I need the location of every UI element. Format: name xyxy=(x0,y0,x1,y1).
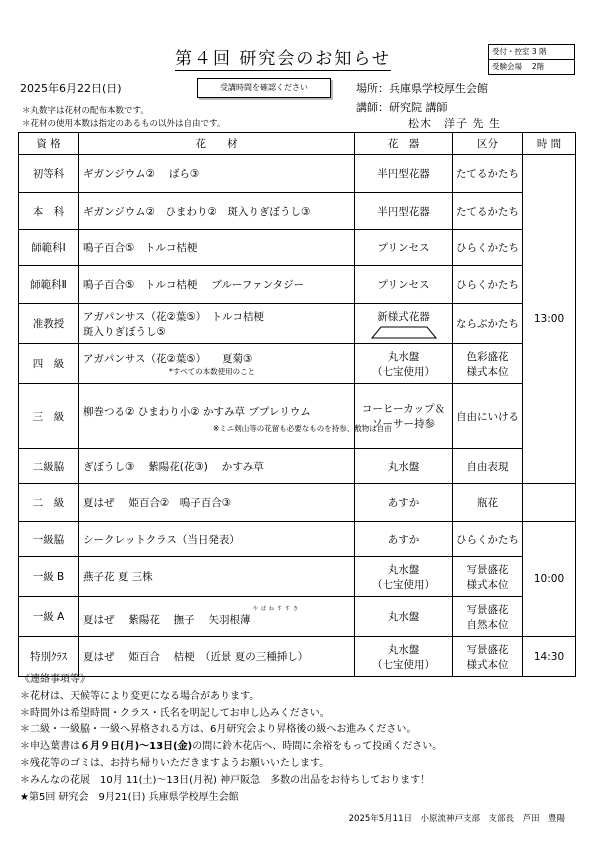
materials-cell: 夏はぜ 姫百合 桔梗 （近景 夏の三種挿し） xyxy=(79,637,355,677)
materials-cell xyxy=(79,344,355,384)
apply-dates: ６月９日(月)～13日(金) xyxy=(80,741,193,753)
category-cell xyxy=(453,344,523,384)
vase-cell xyxy=(355,304,453,344)
note-quantity: ＊丸数字は花材の配布本数です。 xyxy=(22,106,149,116)
category-label: 色彩盛花 xyxy=(466,350,509,363)
vase-label: 新様式花器 xyxy=(377,310,430,323)
category-sub-label: 様式本位 xyxy=(466,658,509,671)
materials-line: 夏はぜ 紫陽花 撫子 矢羽根薄 xyxy=(83,613,251,626)
note-item: ＊花材は、天候等により変更になる場合があります。 xyxy=(20,690,260,702)
time-cell-empty xyxy=(523,484,576,522)
reception-room-info: 受付・控室 3 階 xyxy=(492,47,547,56)
notes-heading: 《連絡事項等》 xyxy=(20,674,90,685)
category-cell xyxy=(453,637,523,677)
category-cell: 自由にいける xyxy=(453,384,523,449)
venue: 場所：兵庫県学校厚生会館 xyxy=(356,82,488,95)
category-cell: 自由表現 xyxy=(453,449,523,484)
table-row xyxy=(19,230,576,266)
materials-line: アガパンサス（花②葉⑤） トルコ桔梗 xyxy=(83,310,265,323)
table-row xyxy=(19,484,576,522)
materials-ruby: やばねすすき xyxy=(253,605,302,612)
materials-cell: 燕子花 夏 三株 xyxy=(79,557,355,597)
header-category: 区分 xyxy=(453,133,523,155)
vase-label: 丸水盤 xyxy=(387,563,420,576)
page-title: 第４回 研究会のお知らせ xyxy=(175,44,391,71)
vase-cell: 丸水盤 xyxy=(355,449,453,484)
vase-sub-label: （七宝使用） xyxy=(372,578,435,591)
event-date: 2025年6月22日(日) xyxy=(20,82,122,95)
header-vase: 花 器 xyxy=(355,133,453,155)
rank-cell: 師範科Ⅰ xyxy=(19,230,79,266)
vase-cell xyxy=(355,557,453,597)
category-cell: ひらくかたち xyxy=(453,522,523,557)
category-cell: たてるかたち xyxy=(453,193,523,230)
table-row xyxy=(19,266,576,304)
category-label: 写景盛花 xyxy=(466,563,509,576)
vase-cell: 丸水盤 xyxy=(355,597,453,637)
materials-cell: 夏はぜ 姫百合② 鳴子百合③ xyxy=(79,484,355,522)
vase-label: コーヒーカップ＆ xyxy=(361,403,446,415)
materials-cell: ギガンジウム② ばら③ xyxy=(79,155,355,193)
vase-sub-label: ソーサー持参 xyxy=(372,418,435,430)
materials-cell xyxy=(79,597,355,637)
time-cell: 14:30 xyxy=(523,637,576,677)
vase-cell: プリンセス xyxy=(355,266,453,304)
note-item: ＊二級・一級脇・一級へ昇格される方は、6月研究会より昇格後の級へお進みください。 xyxy=(20,724,417,736)
materials-note: ※ミニ剣山等の花留も必要なものを持参、敷物は自由 xyxy=(213,424,392,433)
time-cell: 10:00 xyxy=(523,522,576,637)
vase-sub-label: （七宝使用） xyxy=(372,658,435,671)
category-cell: ならぶかたち xyxy=(453,304,523,344)
materials-cell: 鳴子百合⑤ トルコ桔梗 xyxy=(79,230,355,266)
materials-cell: ギガンジウム② ひまわり② 斑入りぎぼうし③ xyxy=(79,193,355,230)
category-label: 写景盛花 xyxy=(466,603,509,616)
table-row xyxy=(19,597,576,637)
rank-cell: 二 級 xyxy=(19,484,79,522)
materials-cell xyxy=(79,304,355,344)
rank-cell: 四 級 xyxy=(19,344,79,384)
vase-cell xyxy=(355,384,453,449)
materials-cell: シークレットクラス（当日発表） xyxy=(79,522,355,557)
trapezoid-vase-icon xyxy=(371,326,437,339)
vase-cell: プリンセス xyxy=(355,230,453,266)
note-usage: ＊花材の使用本数は指定のあるもの以外は自由です。 xyxy=(22,119,226,129)
table-row xyxy=(19,384,576,449)
table-row xyxy=(19,557,576,597)
materials-note: *すべての本数使用のこと xyxy=(169,366,256,376)
category-sub-label: 様式本位 xyxy=(466,365,509,378)
rank-cell: 一級脇 xyxy=(19,522,79,557)
rank-cell: 二級脇 xyxy=(19,449,79,484)
time-cell: 13:00 xyxy=(523,155,576,484)
category-cell: たてるかたち xyxy=(453,155,523,193)
note-item-apply xyxy=(20,739,442,756)
vase-cell: あすか xyxy=(355,484,453,522)
vase-cell: 半円型花器 xyxy=(355,193,453,230)
vase-sub-label: （七宝使用） xyxy=(372,365,435,378)
vase-cell xyxy=(355,637,453,677)
materials-line: 柳巻つる② ひまわり小② かすみ草 ブプレリウム xyxy=(83,406,311,418)
table-row xyxy=(19,449,576,484)
category-cell: ひらくかたち xyxy=(453,266,523,304)
materials-line: アガパンサス（花②葉⑤） 夏菊③ xyxy=(83,352,253,365)
rank-cell: 初等科 xyxy=(19,155,79,193)
teacher-name: 松木 洋子 先 生 xyxy=(408,117,501,130)
rank-cell: 本 科 xyxy=(19,193,79,230)
note-item: ＊みんなの花展 10月 11(土)～13日(月祝) 神戸阪急 多数の出品をお待ちしております！ xyxy=(20,774,431,786)
apply-prefix: ＊申込葉書は xyxy=(20,741,80,753)
materials-cell xyxy=(79,384,392,449)
category-sub-label: 自然本位 xyxy=(466,618,509,631)
note-item: ★第5回 研究会 9月21(日) 兵庫県学校厚生会館 xyxy=(20,791,239,803)
vase-cell xyxy=(355,344,453,384)
rank-cell: 一級 B xyxy=(19,557,79,597)
vase-label: 丸水盤 xyxy=(387,643,420,656)
category-cell: 瓶花 xyxy=(453,484,523,522)
rank-cell: 師範科Ⅱ xyxy=(19,266,79,304)
header-time: 時 間 xyxy=(523,133,576,155)
reception-info-box xyxy=(488,44,575,75)
note-item: ＊時間外は希望時間・クラス・氏名を明記してお申し込みください。 xyxy=(20,707,330,719)
category-cell xyxy=(453,557,523,597)
category-cell: ひらくかたち xyxy=(453,230,523,266)
materials-line: 斑入りぎぼうし⑤ xyxy=(83,325,166,338)
rank-cell: 特別ｸﾗｽ xyxy=(19,637,79,677)
footer-signature: 2025年5月11日 小原流神戸支部 支部長 芦田 豊陽 xyxy=(348,814,565,824)
table-row xyxy=(19,155,576,193)
header-materials: 花 材 xyxy=(79,133,355,155)
rank-cell: 三 級 xyxy=(19,384,79,449)
table-header-row xyxy=(19,133,576,155)
rank-cell: 一級 A xyxy=(19,597,79,637)
table-row xyxy=(19,304,576,344)
category-label: 写景盛花 xyxy=(466,643,509,656)
header-rank: 資 格 xyxy=(19,133,79,155)
vase-cell: 半円型花器 xyxy=(355,155,453,193)
note-item: ＊残花等のゴミは、お持ち帰りいただきますようお願いいたします。 xyxy=(20,757,330,769)
materials-cell: ぎぼうし③ 紫陽花(花③) かすみ草 xyxy=(79,449,355,484)
exam-room-info: 受験会場 2階 xyxy=(489,59,574,74)
materials-cell: 鳴子百合⑤ トルコ桔梗 ブルーファンタジー xyxy=(79,266,355,304)
table-row xyxy=(19,193,576,230)
rank-cell: 准教授 xyxy=(19,304,79,344)
lecturer-title: 講師：研究院 講師 xyxy=(356,101,448,114)
vase-label: 丸水盤 xyxy=(387,350,420,363)
table-row xyxy=(19,344,576,384)
apply-suffix: の間に鈴木花店へ、時間に余裕をもって投函ください。 xyxy=(192,741,443,753)
table-row xyxy=(19,637,576,677)
category-sub-label: 様式本位 xyxy=(466,578,509,591)
table-row xyxy=(19,522,576,557)
confirm-time-notice: 受講時間を確認ください xyxy=(197,78,331,98)
notes-section xyxy=(20,672,442,806)
schedule-table xyxy=(18,132,576,677)
category-cell xyxy=(453,597,523,637)
vase-cell: あすか xyxy=(355,522,453,557)
